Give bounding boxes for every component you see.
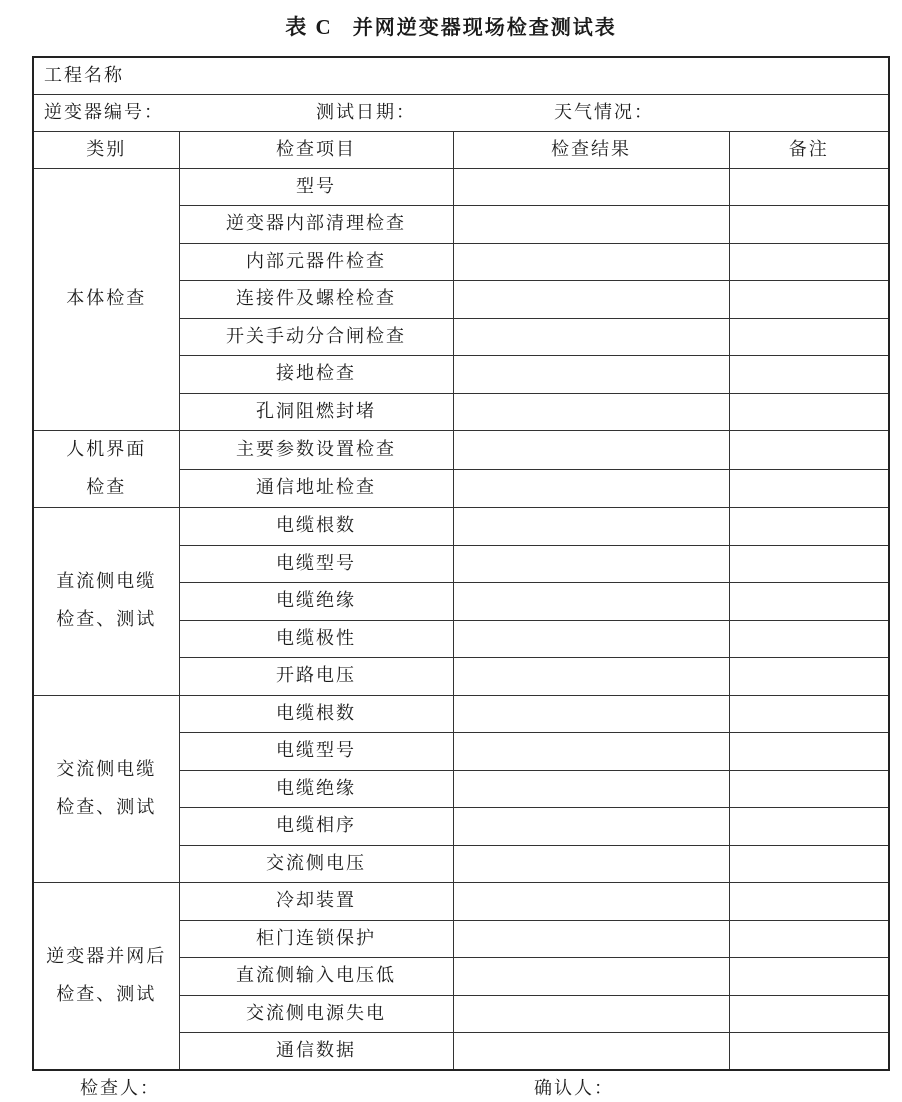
category-label: 本体检查: [66, 288, 147, 310]
check-item-cell: 主要参数设置检查: [179, 431, 453, 470]
meta-row: [33, 94, 889, 131]
result-cell[interactable]: [453, 620, 729, 658]
inverter-no-label: 逆变器编号：: [44, 101, 164, 123]
weather-label: 天气情况：: [554, 101, 654, 123]
category-label-line: 检查、测试: [56, 609, 157, 631]
category-label-line: 人机界面: [66, 439, 147, 460]
check-item-cell: 电缆型号: [179, 545, 453, 583]
remark-cell[interactable]: [729, 583, 889, 621]
project-name-label: 工程名称: [44, 64, 124, 86]
remark-cell[interactable]: [729, 658, 889, 696]
remark-cell[interactable]: [729, 431, 889, 470]
category-label-line: 逆变器并网后: [46, 946, 167, 967]
category-cell: [33, 883, 179, 1071]
remark-cell[interactable]: [729, 845, 889, 883]
remark-cell[interactable]: [729, 620, 889, 658]
check-item-cell: 电缆根数: [179, 508, 453, 546]
confirmer-label: 确认人：: [534, 1078, 614, 1099]
category-cell: [33, 695, 179, 883]
check-item-cell: 电缆绝缘: [179, 583, 453, 621]
result-cell[interactable]: [453, 808, 729, 846]
table-row: [33, 883, 889, 921]
remark-cell[interactable]: [729, 883, 889, 921]
category-cell: [33, 168, 179, 431]
result-cell[interactable]: [453, 770, 729, 808]
result-cell[interactable]: [453, 318, 729, 356]
check-item-cell: 通信数据: [179, 1033, 453, 1071]
inspector-label: 检查人：: [80, 1078, 160, 1099]
result-cell[interactable]: [453, 920, 729, 958]
remark-cell[interactable]: [729, 808, 889, 846]
check-item-cell: 电缆相序: [179, 808, 453, 846]
result-cell[interactable]: [453, 243, 729, 281]
check-item-cell: 直流侧输入电压低: [179, 958, 453, 996]
check-item-cell: 电缆极性: [179, 620, 453, 658]
result-cell[interactable]: [453, 1033, 729, 1071]
remark-cell[interactable]: [729, 393, 889, 431]
remark-cell[interactable]: [729, 243, 889, 281]
remark-cell[interactable]: [729, 733, 889, 771]
table-row: [33, 508, 889, 546]
check-item-cell: 电缆绝缘: [179, 770, 453, 808]
result-cell[interactable]: [453, 995, 729, 1033]
result-cell[interactable]: [453, 206, 729, 244]
remark-cell[interactable]: [729, 545, 889, 583]
result-cell[interactable]: [453, 733, 729, 771]
test-date-label: 测试日期：: [316, 101, 416, 123]
check-item-cell: 电缆型号: [179, 733, 453, 771]
result-cell[interactable]: [453, 845, 729, 883]
check-item-cell: 接地检查: [179, 356, 453, 394]
remark-cell[interactable]: [729, 206, 889, 244]
check-item-cell: 型号: [179, 168, 453, 206]
check-item-cell: 开路电压: [179, 658, 453, 696]
result-cell[interactable]: [453, 281, 729, 319]
project-name-row: [33, 57, 889, 94]
category-label-line: 直流侧电缆: [56, 571, 157, 593]
check-item-cell: 交流侧电源失电: [179, 995, 453, 1033]
remark-cell[interactable]: [729, 469, 889, 508]
remark-cell[interactable]: [729, 168, 889, 206]
table-row: [33, 168, 889, 206]
remark-cell[interactable]: [729, 1033, 889, 1071]
result-cell[interactable]: [453, 545, 729, 583]
result-cell[interactable]: [453, 356, 729, 394]
category-cell: [33, 508, 179, 696]
column-header-result: 检查结果: [453, 131, 729, 168]
result-cell[interactable]: [453, 393, 729, 431]
project-name-field[interactable]: [33, 57, 889, 94]
result-cell[interactable]: [453, 168, 729, 206]
column-header-remark: 备注: [729, 131, 889, 168]
remark-cell[interactable]: [729, 920, 889, 958]
remark-cell[interactable]: [729, 995, 889, 1033]
inspection-form-table: [32, 56, 890, 1071]
meta-field[interactable]: [33, 94, 889, 131]
remark-cell[interactable]: [729, 695, 889, 733]
table-row: [33, 431, 889, 470]
remark-cell[interactable]: [729, 770, 889, 808]
category-cell: [33, 431, 179, 508]
result-cell[interactable]: [453, 508, 729, 546]
check-item-cell: 内部元器件检查: [179, 243, 453, 281]
check-item-cell: 电缆根数: [179, 695, 453, 733]
remark-cell[interactable]: [729, 281, 889, 319]
check-item-cell: 交流侧电压: [179, 845, 453, 883]
table-row: [33, 695, 889, 733]
result-cell[interactable]: [453, 431, 729, 470]
column-header-row: [33, 131, 889, 168]
remark-cell[interactable]: [729, 958, 889, 996]
check-item-cell: 孔洞阻燃封堵: [179, 393, 453, 431]
result-cell[interactable]: [453, 958, 729, 996]
remark-cell[interactable]: [729, 508, 889, 546]
table-title-text: 并网逆变器现场检查测试表: [352, 15, 617, 39]
result-cell[interactable]: [453, 469, 729, 508]
result-cell[interactable]: [453, 695, 729, 733]
table-title: [0, 11, 902, 41]
category-label-line: 交流侧电缆: [56, 758, 157, 780]
column-header-category: 类别: [33, 131, 179, 168]
result-cell[interactable]: [453, 658, 729, 696]
column-header-item: 检查项目: [179, 131, 453, 168]
remark-cell[interactable]: [729, 318, 889, 356]
result-cell[interactable]: [453, 883, 729, 921]
table-code: 表 C: [285, 15, 333, 39]
check-item-cell: 通信地址检查: [179, 469, 453, 508]
result-cell[interactable]: [453, 583, 729, 621]
check-item-cell: 冷却装置: [179, 883, 453, 921]
category-label-line: 检查: [86, 477, 127, 498]
remark-cell[interactable]: [729, 356, 889, 394]
check-item-cell: 逆变器内部清理检查: [179, 206, 453, 244]
check-item-cell: 柜门连锁保护: [179, 920, 453, 958]
category-label-line: 检查、测试: [56, 984, 157, 1005]
category-label-line: 检查、测试: [56, 796, 157, 818]
check-item-cell: 开关手动分合闸检查: [179, 318, 453, 356]
check-item-cell: 连接件及螺栓检查: [179, 281, 453, 319]
